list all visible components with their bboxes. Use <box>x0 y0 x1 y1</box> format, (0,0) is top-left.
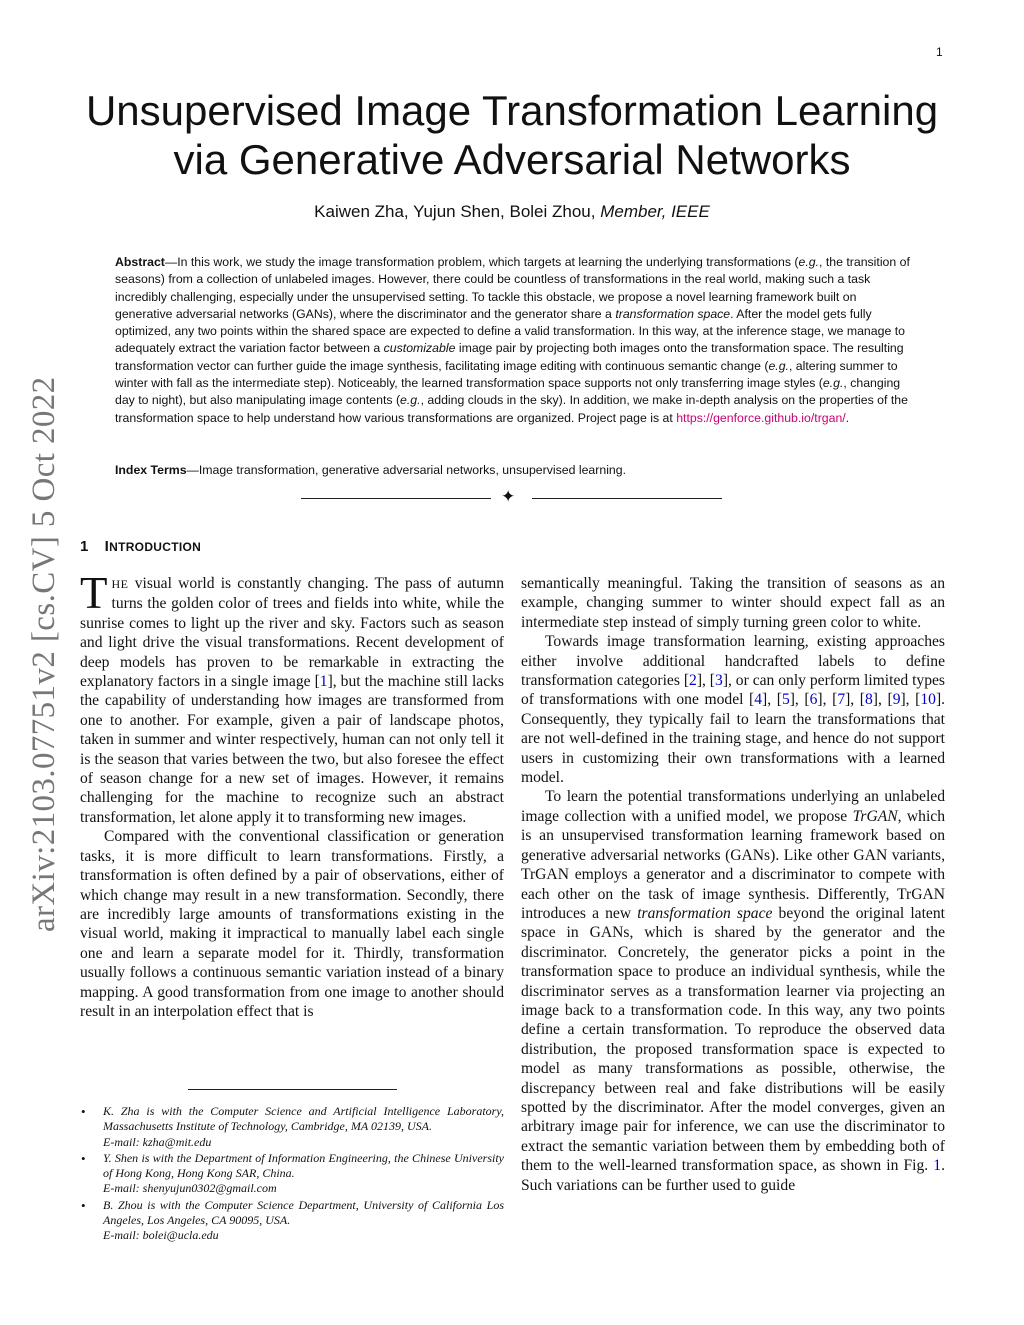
citation-2[interactable]: 2 <box>689 672 697 690</box>
footnote-shen <box>80 1151 504 1197</box>
author-list <box>60 202 964 222</box>
abstract-text-4: image pair by projecting both images onto the transformation space. The resulting transformation vector can further guide the image synthesis, facilitating image editing with continuous semantic change ( <box>115 341 904 373</box>
transformation-space-term: transformation space <box>637 904 773 922</box>
abstract-text-6: , changing day to night), but also manipulating image contents ( <box>115 376 901 408</box>
index-terms-label: Index Terms <box>115 463 187 477</box>
intro-p5-text-d: . Such variations can be further used to guide <box>521 1157 945 1194</box>
citation-7[interactable]: 7 <box>837 691 846 709</box>
citation-4[interactable]: 4 <box>754 691 763 709</box>
intro-p5-text-a: To learn the potential transformations underlying an unlabeled image collection with a unified model, we propose <box>521 788 945 825</box>
index-terms-text: Image transformation, generative adversarial networks, unsupervised learning. <box>198 463 627 477</box>
author-membership: Member, IEEE <box>600 202 710 221</box>
intro-paragraph-1 <box>80 568 504 827</box>
abstract-text-2: , the transition of seasons) from a collection of unlabeled images. However, there could be countless of transformations in the real world, making such a task incredibly challenging, especially under the unsupervised setting. To tackle this obstacle, we propose a novel learning framework built on generative adversarial networks (GANs), where the discriminator and the generator share a <box>115 255 910 321</box>
intro-paragraph-5 <box>521 787 945 1195</box>
abstract-dash: — <box>164 255 178 269</box>
section-title-rest: NTRODUCTION <box>109 540 202 554</box>
arxiv-identifier-stamp: arXiv:2103.07751v2 [cs.CV] 5 Oct 2022 <box>26 376 62 932</box>
citation-9[interactable]: 9 <box>892 691 901 709</box>
bullet-icon: • <box>81 1150 86 1166</box>
abstract-eg-2: e.g. <box>768 358 789 373</box>
bullet-icon: • <box>81 1197 86 1213</box>
citation-10[interactable]: 10 <box>920 691 936 709</box>
citation-1[interactable]: 1 <box>319 673 328 691</box>
intro-p1-text-b: ], but the machine still lacks the capability of understanding how images are transformed from one to another. For example, given a pair of landscape photos, taken in summer and winter respectively, human can not only tell it is the season that varies between the two, but also foresee the effect of season change for a new set of images. However, it remains challenging for the machine to recognize such an abstract transformation, let alone apply it to transforming new images. <box>80 673 504 826</box>
title-line-2: via Generative Adversarial Networks <box>173 136 851 183</box>
abstract-text-5: , altering summer to winter with fall as the intermediate step). Noticeably, the learned transformation space supports not only transferring image styles ( <box>115 358 898 391</box>
footnote-zhou <box>80 1198 504 1244</box>
index-terms <box>115 462 915 479</box>
footnote-shen-affiliation: Y. Shen is with the Department of Information Engineering, the Chinese University of Hong Kong, Hong Kong SAR, China. <box>103 1150 504 1181</box>
author-names: Kaiwen Zha, Yujun Shen, Bolei Zhou, <box>314 202 596 221</box>
intro-paragraph-4: Towards image transformation learning, existing approaches either involve additional handcrafted labels to define transformation categories [2], [3], or can only perform limited types of transformations with one model [4], [5], [6], [7], [8], [9], [10]. Consequently, they typically fail to learn the transformations that are not well-defined in the training stage, and hence do not support users in customizing their own transformations with a learned model. <box>521 633 946 787</box>
abstract-text-1: In this work, we study the image transformation problem, which targets at learning the underlying transformations ( <box>177 255 799 269</box>
intro-paragraph-3: semantically meaningful. Taking the transition of seasons as an example, changing summer to winter should expect fall as an intermediate step instead of simply turning green color to white. <box>521 575 945 631</box>
divider-line-right <box>532 498 722 499</box>
abstract-eg-1: e.g. <box>798 255 819 269</box>
abstract-transformation-space: transformation space <box>615 306 731 321</box>
footnote-zha <box>80 1104 504 1150</box>
intro-p4-text-c: ]. Consequently, they typically fail to learn the transformations that are not well-defined in the training stage, and hence do not support users in customizing their own transformations with a learned model. <box>521 691 946 787</box>
section-first-letter: I <box>104 538 110 555</box>
page-number: 1 <box>936 45 943 59</box>
abstract-eg-3: e.g. <box>822 376 844 391</box>
citation-3[interactable]: 3 <box>715 672 723 690</box>
divider-star-icon: ✦ <box>501 487 516 506</box>
section-heading-introduction <box>80 538 201 555</box>
figure-1-reference[interactable]: 1 <box>933 1157 942 1175</box>
abstract-text-8: . <box>845 410 850 425</box>
trgan-term: TrGAN <box>852 807 898 825</box>
footnote-rule <box>188 1089 397 1090</box>
divider-line-left <box>301 498 491 499</box>
abstract-eg-4: e.g. <box>400 393 421 408</box>
abstract-label: Abstract <box>115 255 165 269</box>
intro-right-column <box>521 574 945 1195</box>
bullet-icon: • <box>81 1104 86 1119</box>
intro-p4-text-b: ], or can only perform limited types of transformations with one model [ <box>521 672 946 709</box>
title-line-1: Unsupervised Image Transformation Learning <box>85 87 939 134</box>
citation-8[interactable]: 8 <box>865 691 873 709</box>
footnote-zha-affiliation: K. Zha is with the Computer Science and Artificial Intelligence Laboratory, Massachusetts Institute of Technology, Cambridge, MA 02139, USA. <box>103 1104 504 1134</box>
footnote-zha-email: E-mail: kzha@mit.edu <box>103 1134 212 1149</box>
small-caps-he: HE <box>111 577 129 591</box>
footnote-zhou-affiliation: B. Zhou is with the Computer Science Department, University of California Los Angeles, Los Angeles, CA 90095, USA. <box>103 1197 504 1228</box>
citation-6[interactable]: 6 <box>809 691 818 709</box>
footnote-shen-email: E-mail: shenyujun0302@gmail.com <box>103 1181 277 1196</box>
abstract-text-7: , adding clouds in the sky). In addition, we make in-depth analysis on the properties of the transformation space to help understand how various transformations are organized. Project page is at <box>115 393 908 425</box>
index-terms-dash: — <box>186 463 199 477</box>
intro-p1-text-a: visual world is constantly changing. The pass of autumn turns the golden color of trees and fields into white, while the sunrise comes to light up the river and sky. Factors such as season and light drive the visual transformations. Recent development of deep models has proven to be remarkable in extracting the explanatory factors in a single image [ <box>80 575 504 691</box>
footnote-zhou-email: E-mail: bolei@ucla.edu <box>103 1228 219 1243</box>
paper-title <box>60 86 964 184</box>
citation-5[interactable]: 5 <box>781 691 790 709</box>
intro-paragraph-2: Compared with the conventional classification or generation tasks, it is more difficult to learn transformations. Firstly, a transformation is often defined by a pair of observations, either of which change may result in a new transformation. Secondly, there are incredibly large amounts of transformations existing in the visual world, making it impractical to manually label each single one and learn a separate model for it. Thirdly, transformation usually follows a continuous semantic variation instead of a binary mapping. A good transformation from one image to another should result in an interpolation effect that is <box>80 828 504 1020</box>
footnotes <box>80 1104 504 1245</box>
intro-p4-text-a: Towards image transformation learning, existing approaches either involve additional handcrafted labels to define transformation categories [ <box>521 633 945 690</box>
abstract-text-3: . After the model gets fully optimized, any two points within the shared space are expected to define a valid transformation. In this way, at the inference stage, we manage to adequately extract the variation factor between a <box>115 306 905 356</box>
section-divider <box>301 488 722 508</box>
abstract-customizable: customizable <box>383 341 456 356</box>
section-number: 1 <box>80 538 89 555</box>
project-page-link[interactable]: https://genforce.github.io/trgan/ <box>676 410 846 425</box>
abstract <box>115 254 915 427</box>
drop-cap: T <box>80 568 108 618</box>
intro-p5-text-b: , which is an unsupervised transformation learning framework based on generative adversarial networks (GANs). Like other GAN variants, TrGAN employs a generator and a discriminator to compete with each other on the task of image synthesis. Differently, TrGAN introduces a new <box>521 807 946 922</box>
intro-p5-text-c: beyond the original latent space in GANs, which is shared by the generator and the discriminator. Concretely, the generator picks a point in the transformation space to produce an individual synthesis, while the discriminator serves as a transformation learner via projecting an image back to a transformation code. In this way, any two points define a certain transformation. To reproduce the observed data distribution, the proposed transformation space is expected to model as many transformations as possible, otherwise, the discrepancy between real and fake distributions will be easily spotted by the discriminator. After the model converges, given an arbitrary image pair for inference, we can use the discriminator to extract the semantic variation between them by embedding both of them to the well-learned transformation space, as shown in Fig. <box>521 904 945 1175</box>
intro-left-column <box>80 568 504 1021</box>
